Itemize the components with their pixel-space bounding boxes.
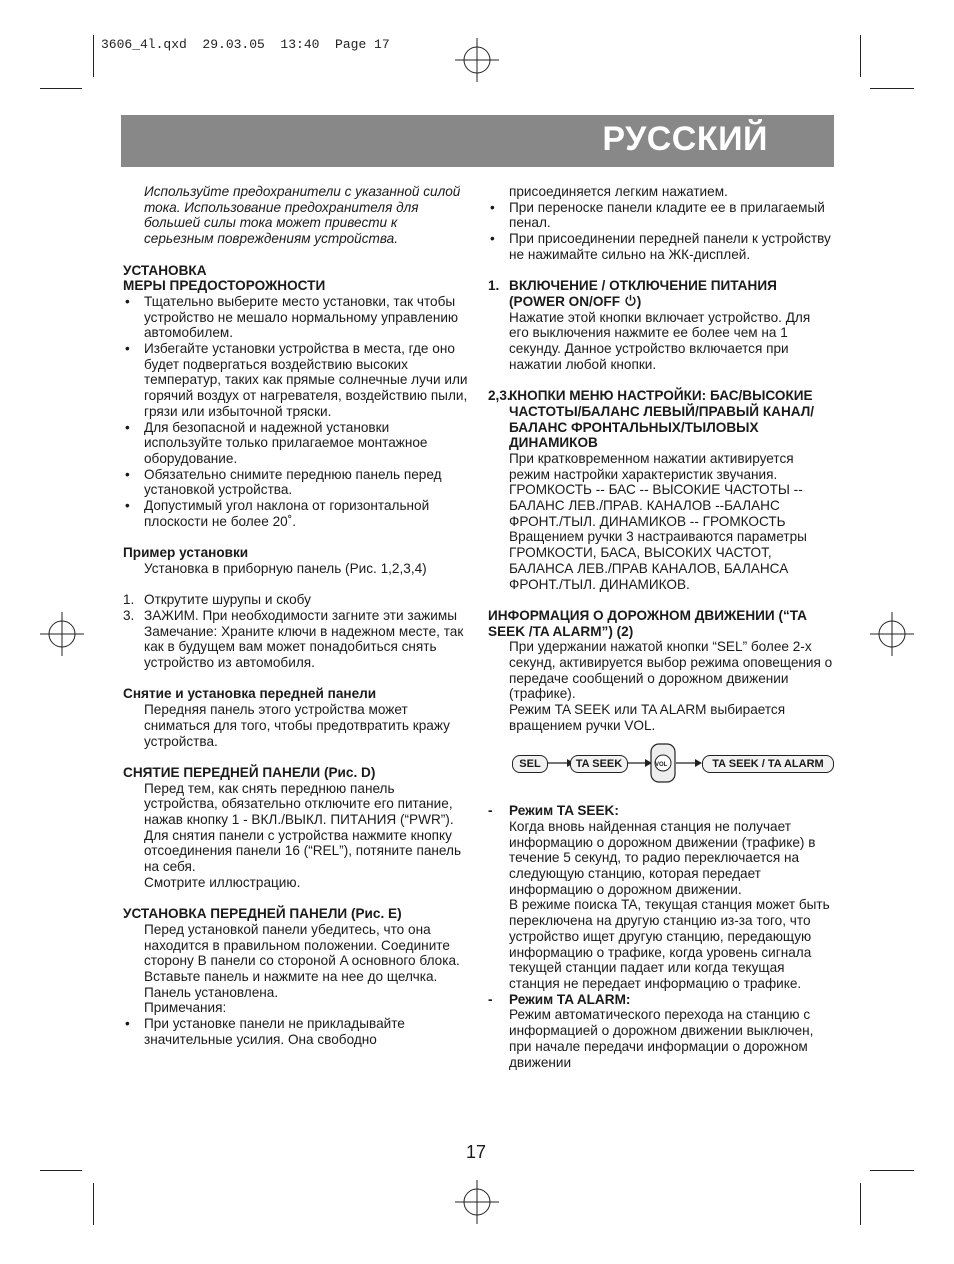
left-column <box>123 184 468 1048</box>
paragraph: Режим автоматического перехода на станцию с информацией о дорожном движении выключен, при начале передачи информации о дорожном движении <box>509 1007 814 1070</box>
paragraph: Когда вновь найденная станция не получает информацию о дорожном движении (трафике) в течение 5 секунд, то радио переключается на следующую станцию, которая передает информацию о дорожном движении. <box>509 818 816 897</box>
list-item: • Обязательно снимите переднюю панель перед установкой устройства. <box>125 466 442 498</box>
list-item: • Тщательно выберите место установки, так чтобы устройство не мешало нормальному управлению автомобилем. <box>125 293 459 341</box>
page-title: РУССКИЙ <box>602 120 768 158</box>
paragraph: Нажатие этой кнопки включает устройство. Для его выключения нажмите ее более чем на 1 секунду. Данное устройство включается при нажатии любой кнопки. <box>509 309 811 372</box>
fuse-warning: Используйте предохранители с указанной силой тока. Использование предохранителя для большей силы тока может привести к серьезным повреждениям устройства. <box>144 184 461 247</box>
crop-mark <box>860 35 861 77</box>
section-heading: - Режим TA SEEK: <box>488 803 619 819</box>
paragraph: Смотрите иллюстрацию. <box>144 874 301 890</box>
list-item: • Избегайте установки устройства в места, где оно будет подвергаться воздействию высоких температур, таких как прямые солнечные лучи или горячий воздух от нагревателя, воздействию пыли, грязи или избыточной тряски. <box>125 341 468 419</box>
crop-mark <box>860 1183 861 1225</box>
section-heading: Пример установки <box>123 545 249 561</box>
list-item: 1. Открутите шурупы и скобу <box>123 592 311 608</box>
registration-mark-icon <box>870 612 914 656</box>
section-heading: ИНФОРМАЦИЯ О ДОРОЖНОМ ДВИЖЕНИИ (“TA SEEK /TA ALARM”) (2) <box>488 607 807 639</box>
registration-mark-icon <box>455 1180 499 1224</box>
crop-mark <box>40 1170 82 1171</box>
paragraph: Перед тем, как снять переднюю панель устройства, обязательно отключите его питание, нажав кнопку 1 - ВКЛ./ВЫКЛ. ПИТАНИЯ (“PWR”). <box>144 780 454 828</box>
list-item: • При переноске панели кладите ее в прилагаемый пенал. <box>490 199 825 231</box>
list-item: 3. ЗАЖИМ. При необходимости загните эти зажимы <box>123 607 457 623</box>
paragraph: Для снятия панели с устройства нажмите кнопку отсоединения панели 16 (“REL”), потяните панель на себя. <box>144 827 462 875</box>
crop-mark <box>93 1183 94 1225</box>
paragraph: Примечания: <box>144 1000 227 1016</box>
paragraph: При удержании нажатой кнопки “SEL” более 2-х секунд, активируется выбор режима оповещения о передаче сообщений о дорожном движении (трафике). <box>509 639 833 702</box>
ta-mode-diagram <box>512 742 833 788</box>
section-heading: УСТАНОВКА ПЕРЕДНЕЙ ПАНЕЛИ (Рис. E) <box>123 906 402 922</box>
section-heading: МЕРЫ ПРЕДОСТОРОЖНОСТИ <box>123 278 326 294</box>
list-item: • При присоединении передней панели к устройству не нажимайте сильно на ЖК-дисплей. <box>490 231 831 262</box>
list-item: • Допустимый угол наклона от горизонтальной плоскости не более 20˚. <box>125 498 430 529</box>
crop-mark <box>870 1170 914 1171</box>
paragraph: В режиме поиска TA, текущая станция может быть переключена на другую станцию из-за того, что устройство ищет другую станцию, передающую информацию о трафике, когда уровень сигнала текущей станции падает или когда текущая станция не передает информацию о трафике. <box>509 897 830 991</box>
ta-seek-label: TA SEEK <box>570 755 628 773</box>
right-column <box>488 184 833 1070</box>
section-heading: - Режим TA ALARM: <box>488 991 631 1007</box>
crop-mark <box>93 35 94 77</box>
crop-mark <box>40 88 82 89</box>
power-icon <box>624 294 637 307</box>
list-item: • Для безопасной и надежной установки используйте только прилагаемое монтажное оборудование. <box>125 419 428 466</box>
paragraph: Перед установкой панели убедитесь, что она находится в правильном положении. Соедините сторону B панели со стороной A основного блока. Вставьте панель и нажмите на нее до щелчка. Панель установлена. <box>144 921 460 1000</box>
registration-mark-icon <box>455 38 499 82</box>
arrow-right-icon <box>676 758 702 768</box>
sel-button-label: SEL <box>512 755 548 773</box>
list-item: • При установке панели не прикладывайте значительные усилия. Она свободно <box>125 1016 405 1047</box>
language-banner <box>121 115 834 167</box>
paragraph: Передняя панель этого устройства может сниматься для того, чтобы предотвратить кражу устройства. <box>144 702 450 749</box>
section-heading: СНЯТИЕ ПЕРЕДНЕЙ ПАНЕЛИ (Рис. D) <box>123 764 376 780</box>
registration-mark-icon <box>40 612 84 656</box>
vol-label: VOL <box>655 761 668 768</box>
paragraph: При кратковременном нажатии активируется режим настройки характеристик звучания. ГРОМКОСТЬ -- БАС -- ВЫСОКИЕ ЧАСТОТЫ -- БАЛАНС ЛЕВ./ПРАВ. КАНАЛОВ --БАЛАНС ФРОНТ./ТЫЛ. ДИНАМИКОВ -- ГРОМКОСТЬ Вращением ручки 3 настраиваются параметры ГРОМКОСТИ, БАСА, ВЫСОКИХ ЧАСТОТ, БАЛАНСА ЛЕВ./ПРАВ КАНАЛОВ, БАЛАНСА ФРОНТ./ТЫЛ. ДИНАМИКОВ. <box>509 450 807 592</box>
ta-seek-ta-alarm-label: TA SEEK / TA ALARM <box>702 755 834 773</box>
page-number: 17 <box>466 1142 487 1162</box>
paragraph: Режим TA SEEK или TA ALARM выбирается вращением ручки VOL. <box>509 702 786 733</box>
paragraph: Замечание: Храните ключи в надежном месте, так как в будущем вам может понадобиться снять устройство из автомобиля. <box>144 623 464 671</box>
paragraph: присоединяется легким нажатием. <box>509 184 728 199</box>
section-heading: УСТАНОВКА <box>123 262 207 278</box>
paragraph: Установка в приборную панель (Рис. 1,2,3,4) <box>144 560 427 576</box>
section-heading: 2,3. КНОПКИ МЕНЮ НАСТРОЙКИ: БАС/ВЫСОКИЕ ЧАСТОТЫ/БАЛАНС ЛЕВЫЙ/ПРАВЫЙ КАНАЛ/ БАЛАНС ФРОНТАЛЬНЫХ/ТЫЛОВЫХ ДИНАМИКОВ <box>488 388 815 451</box>
section-heading: Снятие и установка передней панели <box>123 686 377 702</box>
crop-mark <box>870 88 914 89</box>
arrow-right-icon <box>628 758 652 768</box>
section-heading: 1. ВКЛЮЧЕНИЕ / ОТКЛЮЧЕНИЕ ПИТАНИЯ (POWER ON/OFF ) <box>488 278 777 309</box>
file-slug: 3606_4l.qxd 29.03.05 13:40 Page 17 <box>101 37 390 52</box>
